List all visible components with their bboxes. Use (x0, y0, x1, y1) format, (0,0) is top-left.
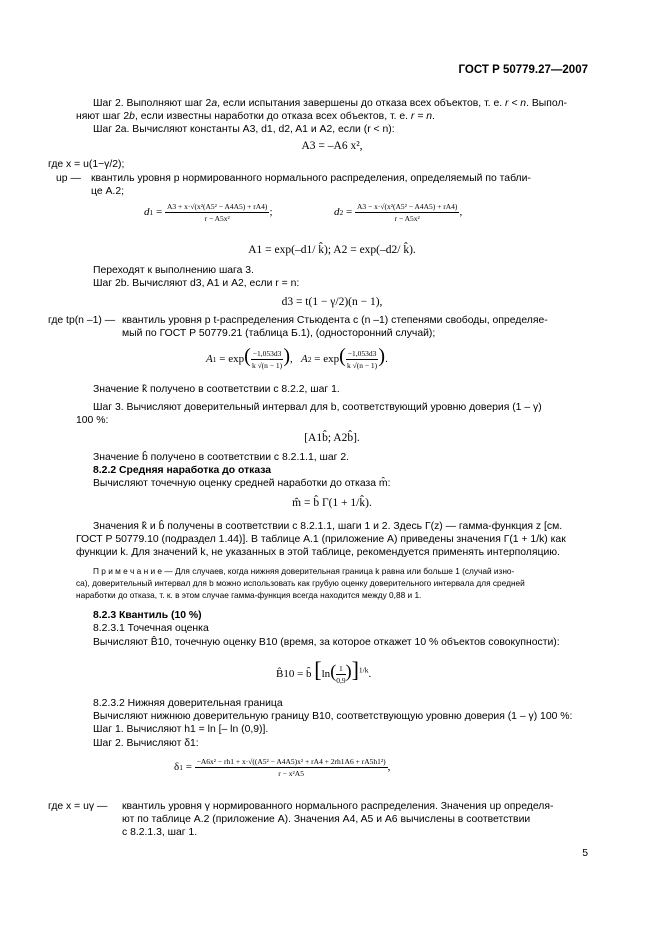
equation-a1-a2: A1 = exp(–d1/ k̂); A2 = exp(–d2/ k̂). (248, 244, 416, 256)
section-8-2-3-1: 8.2.3.1 Точечная оценка (93, 623, 209, 634)
tp-definition-2: мый по ГОСТ Р 50779.21 (таблица Б.1), (односторонний случай); (122, 328, 436, 339)
page-number: 5 (582, 848, 588, 859)
text: . Выпол- (526, 98, 567, 109)
equation-delta1: δ1 = $\frac{\text{−A6x² − rh1 + x·√((A5² − A4A5)x² + rA4 + 2rh1A6 + rA5h1²)}}{\text{r − x²A5}}$ , (174, 757, 391, 778)
fraction (165, 202, 269, 223)
fraction (195, 757, 388, 778)
denominator: k √(n − 1) (251, 360, 283, 370)
denominator: r − x²A5 (278, 769, 304, 778)
text: , если испытания завершены до отказа всех объектов, т. е. (217, 98, 505, 109)
lower-step2: Шаг 2. Вычисляют δ1: (93, 738, 199, 749)
denominator: 0,9 (336, 675, 346, 685)
where2-label: где x = uγ — (48, 801, 108, 812)
equation-d2: d2 = $\frac{\text{A3 − x·√(x²(A5² − A4A5) + rA4)}}{\text{r − A5x²}}$ , (334, 202, 463, 223)
numerator: A3 − x·√(x²(A5² − A4A5) + rA4) (356, 202, 458, 211)
where2-line1: квантиль уровня γ нормированного нормального распределения. Значения up определя- (122, 801, 554, 812)
text: , если известны наработки до отказа всех объектов, т. е. (134, 111, 411, 122)
tp-definition-1: квантиль уровня p t-распределения Стьюдента с (n –1) степенями свободы, определяе- (122, 315, 548, 326)
text: B̂10 = b̂ (276, 668, 312, 680)
denominator: r − A5x² (204, 214, 230, 223)
text: Шаг 2. Выполняют шаг 2 (93, 98, 212, 109)
equation-d1: d1 = $\frac{\text{A3 + x·√(x²(A5² − A4A5) + rA4)}}{\text{r − A5x²}}$ ; (144, 202, 273, 223)
equation-b10: B̂10 = b̂ [ln( $\frac{1}{0,9}$ )]$^{1/k}$. (276, 657, 372, 685)
denominator: k √(n − 1) (346, 360, 378, 370)
equation-d3: d3 = t(1 − γ/2)(n − 1), (281, 296, 383, 308)
fraction (251, 349, 284, 370)
exponent: 1/k (358, 665, 369, 675)
up-label: up — (56, 173, 81, 184)
lower-intro: Вычисляют нижнюю доверительную границу B10, соответствующую уровню доверия (1 – γ) 100 %: (93, 711, 573, 722)
text: r = n (410, 111, 433, 122)
gamma-line2: ГОСТ Р 50779.10 (подраздел 1.44)]. В таблице A.1 (приложение А) приведены значения Г(1 + 1/k) как (76, 534, 566, 545)
gamma-line1: Значения k̂ и b̂ получены в соответствии с 8.2.1.1, шаги 1 и 2. Здесь Г(z) — гамма-функция z [см. (93, 521, 563, 532)
numerator: −1,053d3 (252, 348, 282, 358)
numerator: 1 (336, 664, 345, 675)
step2-line2: няют шаг 2b, если известны наработки до отказа всех объектов, т. е. r = n. (76, 111, 435, 122)
lower-step1: Шаг 1. Вычисляют h1 = ln [– ln (0,9)]. (93, 724, 269, 735)
note-line3: наработки до отказа, т. к. в этом случае гамма-функция всегда находится между 0,88 и 1. (76, 590, 422, 600)
equation-m: m̂ = b̂ Γ(1 + 1/k̂). (292, 497, 372, 509)
document-header: ГОСТ Р 50779.27—2007 (458, 64, 588, 76)
equation-interval: [A1b̂; A2b̂]. (304, 432, 360, 444)
where-x: где x = u(1−γ/2); (48, 159, 125, 170)
mean-intro: Вычисляют точечную оценку средней наработки до отказа m̂: (93, 478, 391, 489)
goto-step3: Переходят к выполнению шага 3. (93, 265, 254, 276)
section-8-2-3-2: 8.2.3.2 Нижняя доверительная граница (93, 698, 283, 709)
where2-line2: ют по таблице A.2 (приложение А). Значения A4, A5 и A6 вычислены в соответствии (122, 814, 531, 825)
fraction (355, 202, 459, 223)
step2-line1: Шаг 2. Выполняют шаг 2a, если испытания завершены до отказа всех объектов, т. е. r < n. Выпол- (93, 98, 567, 109)
equation-a3: A3 = –A6 x², (301, 140, 363, 152)
denominator: r − A5x² (394, 214, 420, 223)
note-line2: са), доверительный интервал для b можно использовать как грубую оценку доверительного интервала для средней (76, 578, 525, 588)
document-page (48, 0, 588, 936)
step2a-line: Шаг 2a. Вычисляют константы A3, d1, d2, A1 и A2, если (r < n): (93, 124, 395, 135)
up-definition-2: це A.2; (91, 186, 124, 197)
fraction (346, 349, 379, 370)
text: ln (321, 668, 331, 680)
numerator: −1,053d3 (347, 348, 377, 358)
step2b-line: Шаг 2b. Вычисляют d3, A1 и A2, если r = n: (93, 278, 300, 289)
numerator: A3 + x·√(x²(A5² − A4A5) + rA4) (166, 202, 268, 211)
where2-line3: с 8.2.1.3, шаг 1. (122, 827, 198, 838)
b-note: Значение b̂ получено в соответствии с 8.2.1.1, шаг 2. (93, 452, 350, 463)
k-note: Значение k̂ получено в соответствии с 8.2.2, шаг 1. (93, 384, 340, 395)
step3-line2: 100 %: (76, 415, 109, 426)
section-8-2-3: 8.2.3 Квантиль (10 %) (93, 610, 202, 621)
step3-line1: Шаг 3. Вычисляют доверительный интервал для b, соответствующий уровню доверия (1 – γ) (93, 402, 542, 413)
tp-label: где tp(n –1) — (48, 315, 116, 326)
text: r < n (505, 98, 527, 109)
note-line1: П р и м е ч а н и е — Для случаев, когда нижняя доверительная граница k равна или больше 1 (случай изно- (93, 566, 515, 576)
fraction (336, 664, 345, 685)
numerator: −A6x² − rh1 + x·√((A5² − A4A5)x² + rA4 + 2rh1A6 + rA5h1²) (196, 757, 386, 766)
up-definition-1: квантиль уровня p нормированного нормального распределения, определяемый по табли- (91, 173, 531, 184)
gamma-line3: функции k. Для значений k, не указанных в этой таблице, рекомендуется применять интерполяцию. (76, 547, 560, 558)
section-8-2-2: 8.2.2 Средняя наработка до отказа (93, 465, 272, 476)
equation-a1-exp: A1 = exp( $\frac{-1,053d3}{k √(n - 1)}$ ), A2 = exp( $\frac{-1,053d3}{k √(n - 1)}$ ). (206, 345, 388, 370)
b10-intro: Вычисляют B̂10, точечную оценку B10 (время, за которое откажет 10 % объектов совокупности): (93, 637, 560, 648)
text: няют шаг 2 (76, 111, 130, 122)
